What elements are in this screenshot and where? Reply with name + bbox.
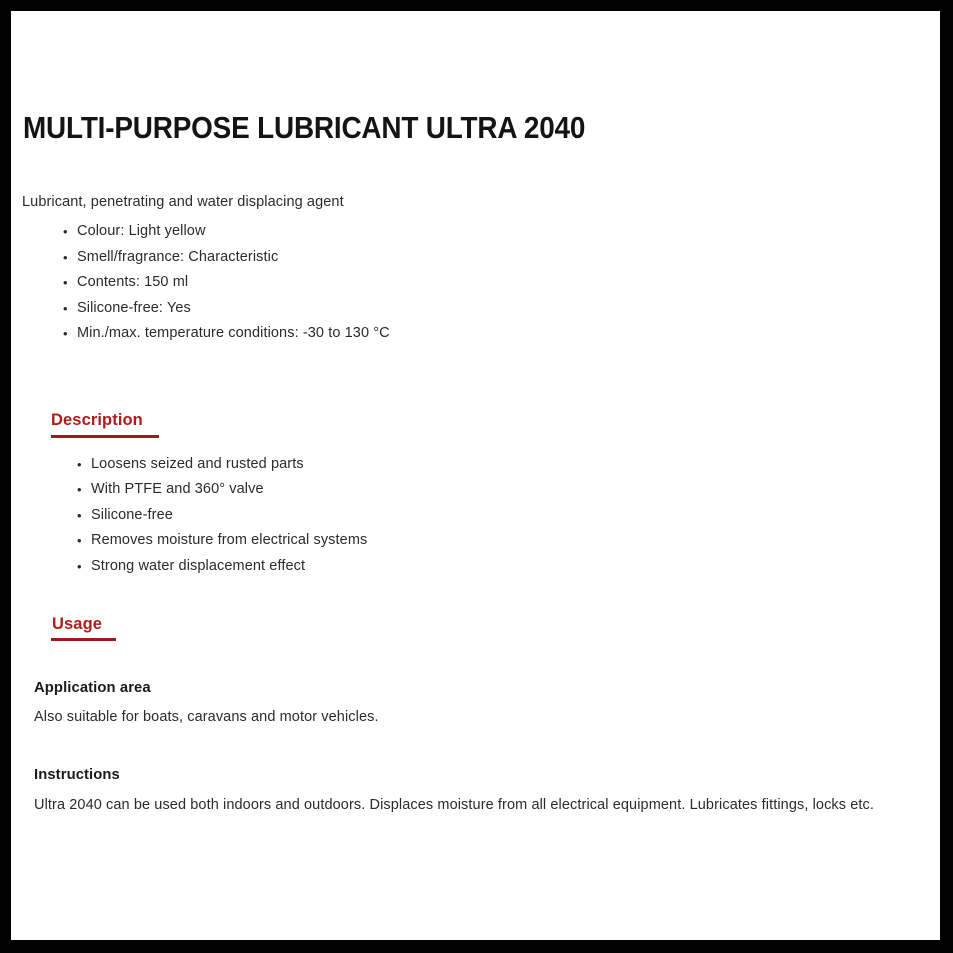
list-item: • Silicone-free: Yes: [63, 296, 390, 322]
list-item: • Contents: 150 ml: [63, 270, 390, 296]
list-item: • Loosens seized and rusted parts: [77, 452, 367, 477]
list-item: • Removes moisture from electrical systems: [77, 528, 367, 553]
list-item: • Strong water displacement effect: [77, 554, 367, 579]
list-item: • With PTFE and 360° valve: [77, 477, 367, 502]
description-bullet-list: [77, 452, 367, 579]
section-heading-usage: Usage: [52, 615, 103, 633]
list-item: • Colour: Light yellow: [63, 219, 390, 245]
document-content: [11, 11, 940, 940]
page-title: MULTI-PURPOSE LUBRICANT ULTRA 2040: [23, 110, 586, 145]
page-frame: [11, 11, 940, 940]
section-heading-description: Description: [51, 411, 143, 429]
text-instructions: Ultra 2040 can be used both indoors and outdoors. Displaces moisture from all electrical equipment. Lubricates fittings, locks etc.: [34, 797, 875, 813]
subheading-instructions: Instructions: [34, 767, 120, 783]
text-application-area: Also suitable for boats, caravans and motor vehicles.: [34, 709, 379, 725]
section-rule-description: [51, 435, 159, 438]
list-item: • Smell/fragrance: Characteristic: [63, 245, 390, 271]
section-rule-usage: [51, 638, 116, 641]
product-subtitle: Lubricant, penetrating and water displacing agent: [22, 194, 344, 210]
specification-list: [63, 219, 390, 347]
subheading-application-area: Application area: [34, 680, 151, 696]
list-item: • Min./max. temperature conditions: -30 to 130 °C: [63, 321, 390, 347]
list-item: • Silicone-free: [77, 503, 367, 528]
